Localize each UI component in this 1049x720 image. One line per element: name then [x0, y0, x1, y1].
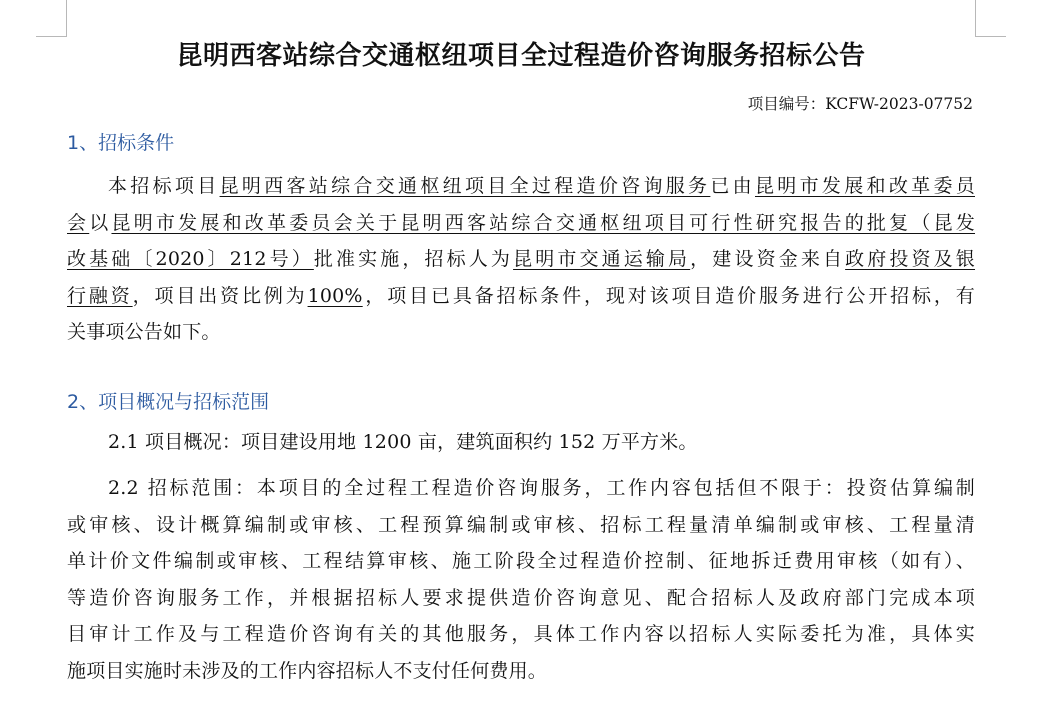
underlined-text: 改基础〔2020〕212号）: [67, 248, 314, 270]
project-number: 项目编号：KCFW-2023-07752: [747, 95, 973, 113]
text-segment: 本招标项目: [108, 175, 220, 197]
text-segment: ，建设资金来自: [690, 248, 846, 270]
project-overview-paragraph: [67, 424, 975, 461]
text-segment: 关事项公告如下。: [67, 321, 221, 343]
text-segment: 批准实施，招标人为: [313, 248, 514, 270]
section-heading-project-overview: 2、项目概况与招标范围: [67, 391, 270, 413]
document-title: 昆明西客站综合交通枢纽项目全过程造价咨询服务招标公告: [176, 41, 866, 71]
paragraph-line: [67, 168, 975, 205]
section-heading-bidding-conditions: 1、招标条件: [67, 132, 175, 154]
paragraph-line: 或审核、设计概算编制或审核、工程预算编制或审核、招标工程量清单编制或审核、工程量清: [67, 513, 975, 536]
paragraph-line: 单计价文件编制或审核、工程结算审核、施工阶段全过程造价控制、征地拆迁费用审核（如有）、: [67, 550, 975, 572]
underlined-text: 会: [67, 211, 90, 234]
paragraph-line: 目审计工作及与工程造价咨询有关的其他服务，具体工作内容以招标人实际委托为准，具体实: [67, 623, 975, 645]
page-corner-mark-top-right: [975, 0, 1006, 37]
paragraph-line: [67, 241, 975, 278]
paragraph-line: 2.1 项目概况：项目建设用地 1200 亩，建筑面积约 152 万平方米。: [108, 431, 698, 453]
paragraph-line: 施项目实施时未涉及的工作内容招标人不支付任何费用。: [67, 659, 548, 682]
page-corner-mark-top-left: [36, 0, 67, 37]
underlined-text: 100%: [307, 284, 363, 307]
paragraph-line: [67, 205, 975, 242]
bidding-conditions-paragraph: [67, 168, 975, 351]
underlined-text: 行融资: [67, 284, 133, 307]
text-segment: ，项目出资比例为: [132, 284, 308, 307]
underlined-text: 昆明西客站综合交通枢纽项目全过程造价咨询服务: [219, 175, 711, 197]
paragraph-line: 2.2 招标范围：本项目的全过程工程造价咨询服务，工作内容包括但不限于：投资估算编制: [108, 477, 975, 499]
bidding-scope-paragraph: [67, 470, 975, 689]
underlined-text: 昆明市发展和改革委员会关于昆明西客站综合交通枢纽项目可行性研究报告的批复（昆发: [111, 211, 976, 234]
text-segment: 已由: [710, 175, 755, 197]
text-segment: 以: [89, 211, 112, 234]
text-segment: ，项目已具备招标条件，现对该项目造价服务进行公开招标，有: [362, 284, 975, 307]
paragraph-line: [67, 278, 975, 315]
underlined-text: 昆明市交通运输局: [513, 248, 691, 270]
underlined-text: 政府投资及银: [845, 248, 976, 270]
paragraph-line: 等造价咨询服务工作，并根据招标人要求提供造价咨询意见、配合招标人及政府部门完成本项: [67, 586, 975, 609]
paragraph-line: [67, 314, 975, 351]
underlined-text: 昆明市发展和改革委员: [755, 175, 975, 197]
